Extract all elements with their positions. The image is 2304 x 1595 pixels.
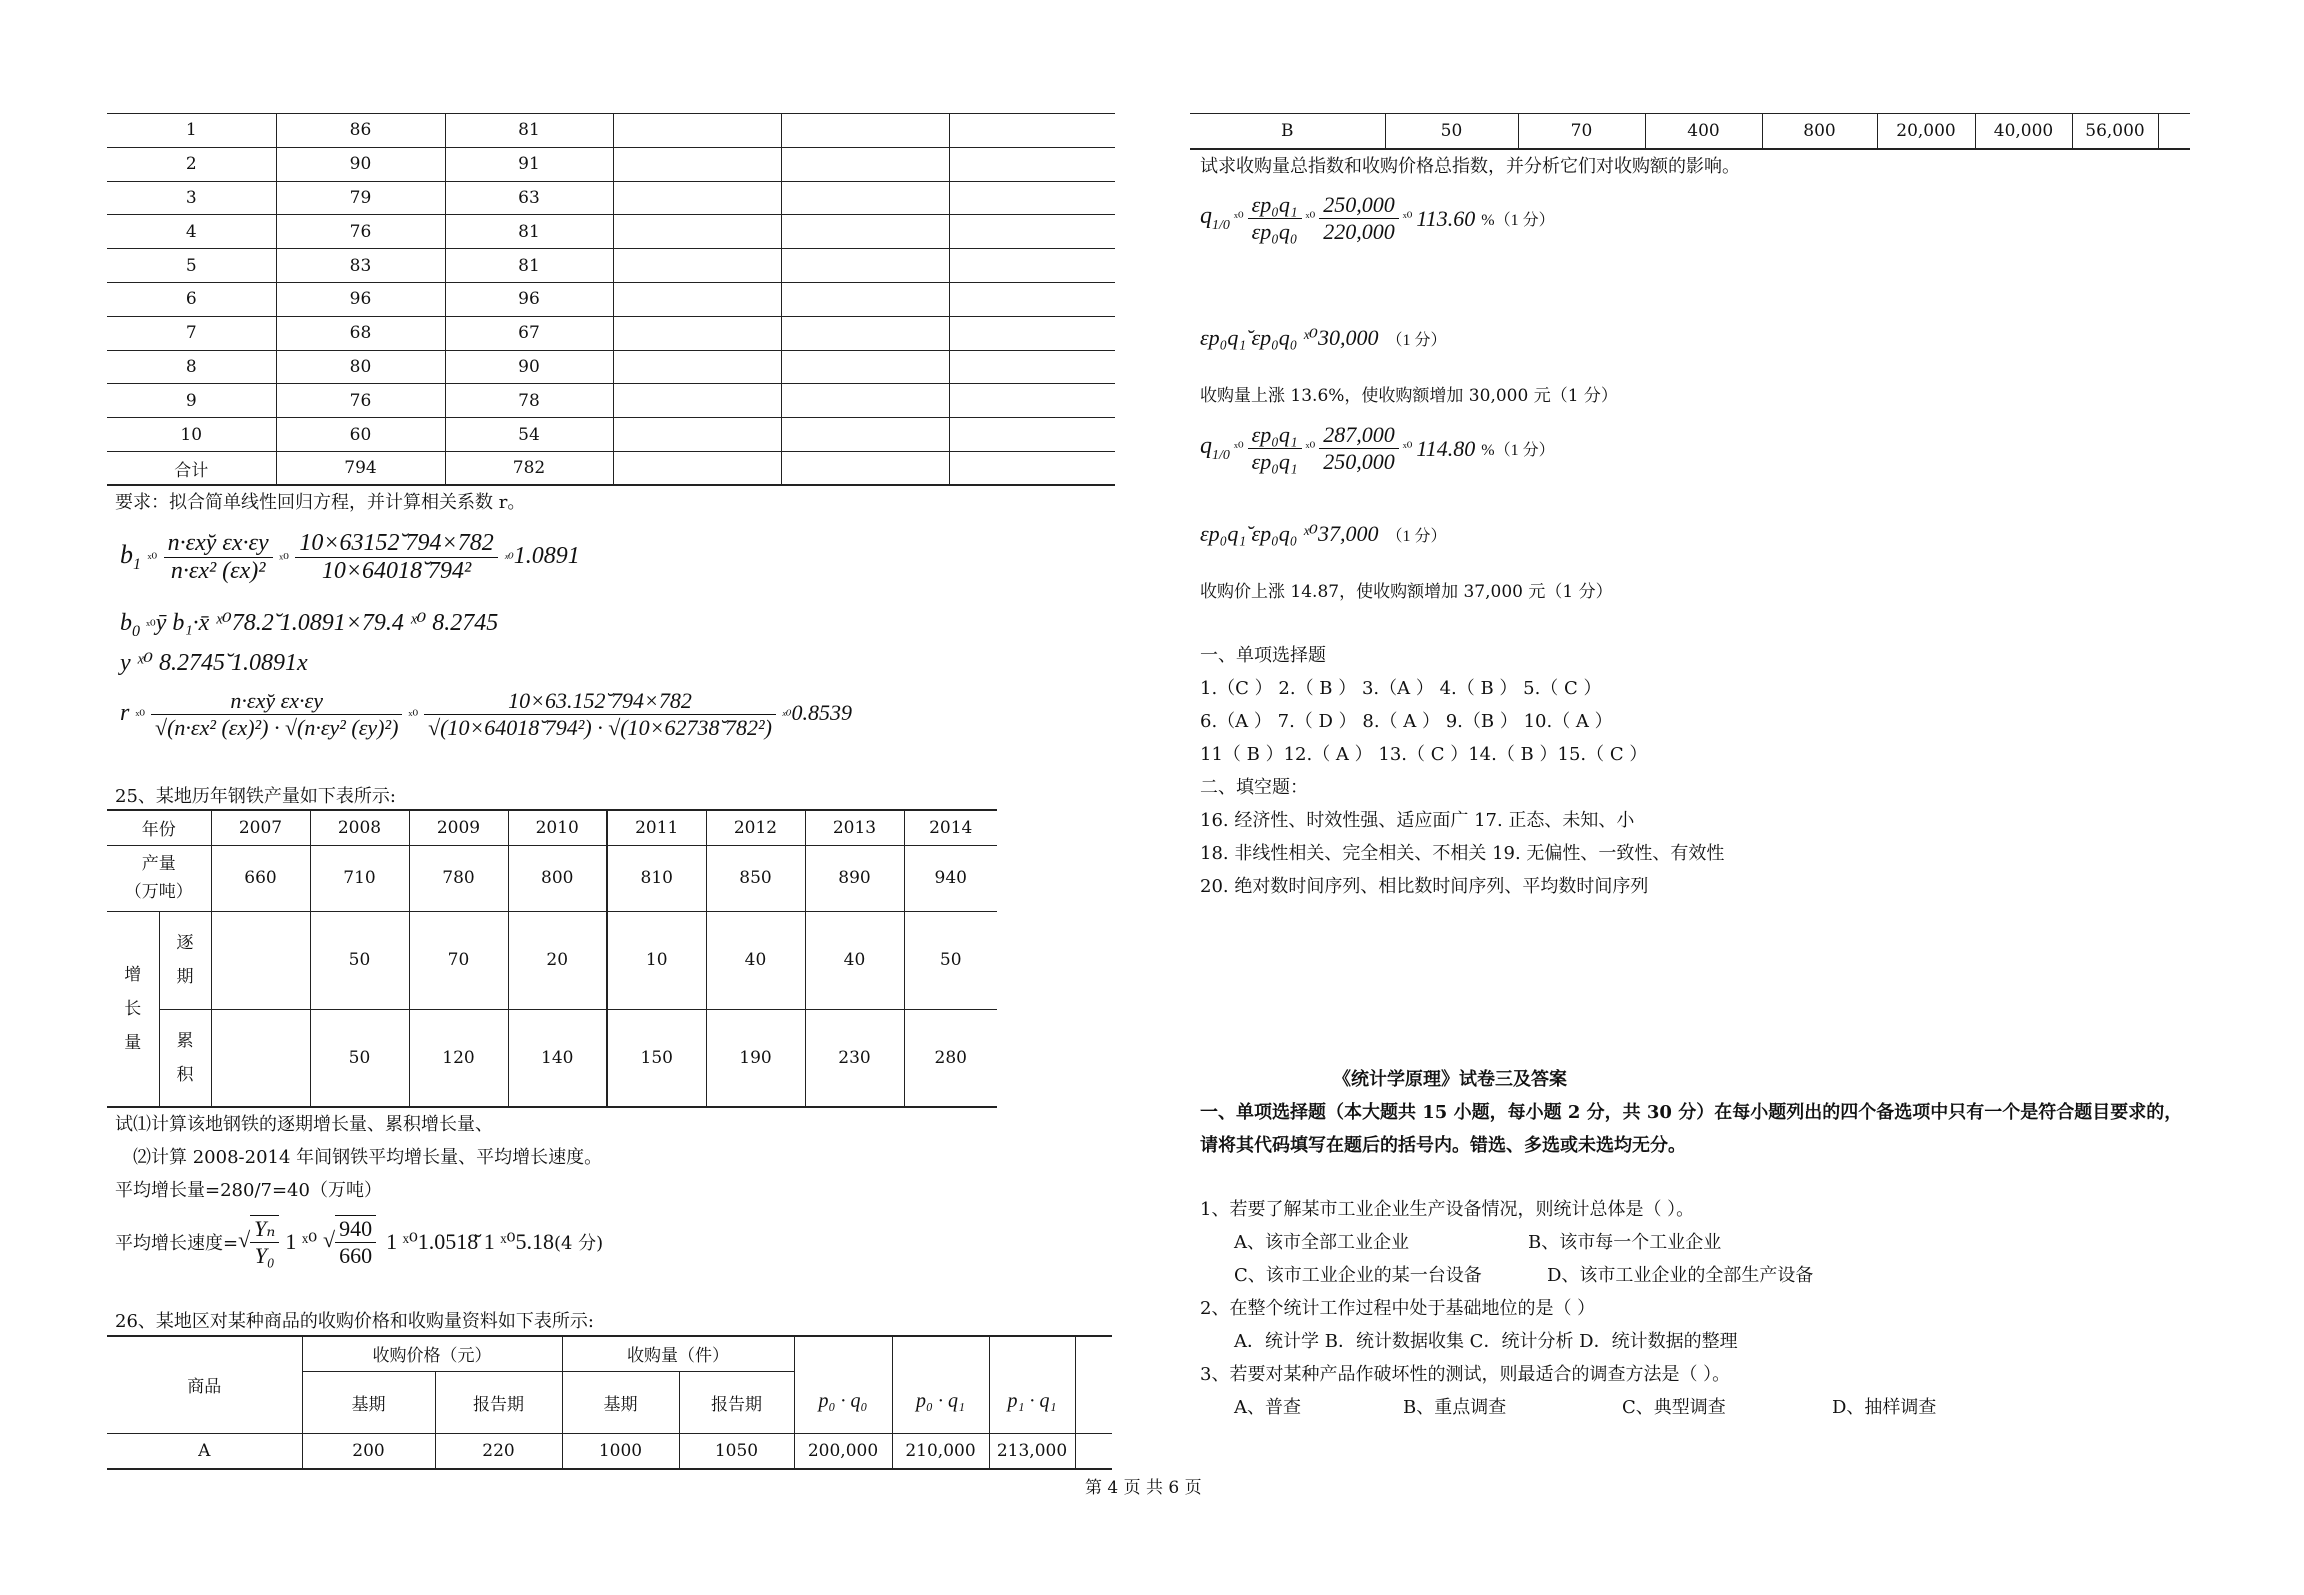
exam-title: 《统计学原理》试卷三及答案 [1333,1069,1567,1090]
table-cell [949,418,1115,452]
table-cell: 5 [107,249,276,283]
table-cell [949,215,1115,249]
purchase-table: 商品 收购价格（元） 收购量（件） 基期 报告期 基期 报告期 p₀ · q₀ p₀ · q₁ p₁ · q₁ A 200 220 1000 1050 200,000 210,000 213,000 [107,1335,1112,1470]
question-2: 2、在整个统计工作过程中处于基础地位的是（ ） [1200,1298,1596,1319]
table-cell [781,215,949,249]
quantity-effect-formula: εp₀q₁̆ εp₀q₀ ˣ⁰30,000 （1 分） [1200,325,1447,350]
table-cell: 8 [107,350,276,384]
table-row [107,181,1115,215]
table-cell [613,384,781,418]
q1-option-a: A、该市全部工业企业 [1234,1232,1409,1253]
answer-section-1: 一、单项选择题 [1200,645,1326,666]
question-25: 25、某地历年钢铁产量如下表所示: [115,786,396,807]
table-cell [781,316,949,350]
question-26: 26、某地区对某种商品的收购价格和收购量资料如下表所示: [115,1311,594,1332]
table-cell [781,114,949,148]
table-cell [949,249,1115,283]
q3-option-d: D、抽样调查 [1832,1397,1937,1418]
table-cell: 794 [276,451,445,485]
table-cell: 96 [445,282,613,316]
year-header: 年份 [107,810,211,845]
table-cell [781,147,949,181]
table-cell: 76 [276,215,445,249]
table-cell: 4 [107,215,276,249]
q3-option-c: C、典型调查 [1622,1397,1726,1418]
table-cell: 83 [276,249,445,283]
price-index-formula: $q_{1/0}$ ˣ⁰ $\frac{\text{εp₀q₁}}{\text{εp₀q₁}}$ ˣ⁰ $\frac{287,000}{250,000}$ ˣ⁰ 114.80 %（1 分） [1200,422,1555,474]
price-effect-formula: εp₀q₁̆ εp₀q₀ ˣ⁰37,000 （1 分） [1200,521,1447,546]
quantity-conclusion: 收购量上涨 13.6%，使收购额增加 30,000 元（1 分） [1200,386,1618,406]
table-cell: 81 [445,249,613,283]
table-cell: 6 [107,282,276,316]
table-row [107,215,1115,249]
q3-option-b: B、重点调查 [1403,1397,1507,1418]
table-cell [949,350,1115,384]
table-cell [781,418,949,452]
table-cell: 67 [445,316,613,350]
table-cell: 9 [107,384,276,418]
table-cell [949,147,1115,181]
fill-answer-16: 16. 经济性、时效性强、适应面广 17. 正态、未知、小 [1200,810,1635,831]
price-conclusion: 收购价上涨 14.87，使收购额增加 37,000 元（1 分） [1200,582,1613,602]
table-cell: 90 [276,147,445,181]
table-cell: 90 [445,350,613,384]
table-row [107,384,1115,418]
q1-option-b: B、该市每一个工业企业 [1528,1232,1722,1253]
answer-25-line1: 试⑴计算该地钢铁的逐期增长量、累积增长量、 [115,1114,493,1135]
table-cell [613,282,781,316]
table-cell [949,114,1115,148]
quantity-index-formula: $q_{1/0}$ ˣ⁰ $\frac{\text{εp₀q₁}}{\text{εp₀q₀}}$ ˣ⁰ $\frac{250,000}{220,000}$ ˣ⁰ 113.60 %（1 分） [1200,192,1555,244]
table-cell [949,316,1115,350]
table-cell: 54 [445,418,613,452]
table-row [107,418,1115,452]
fill-answer-20: 20. 绝对数时间序列、相比数时间序列、平均数时间序列 [1200,876,1649,897]
table-row [107,316,1115,350]
table-cell [949,384,1115,418]
q1-option-c: C、该市工业企业的某一台设备 [1234,1265,1482,1286]
formula-b0: $b_0$ ˣ⁰ȳ b₁·x̄ ˣ⁰78.2̆ 1.0891×79.4 ˣ⁰ 8.2745 [120,610,499,640]
steel-production-table: 年份 2007 2008 2009 2010 2011 2012 2013 2014 产量 （万吨） 660 710 780 800 810 850 890 940 增 长 量 逐 期 50 70 20 10 40 40 50 累 积 50 120 140 150 190 230 280 [107,809,997,1108]
table-cell [613,316,781,350]
table-cell: 91 [445,147,613,181]
table-cell: 1 [107,114,276,148]
table-cell: 合计 [107,451,276,485]
table-cell [613,215,781,249]
q3-option-a: A、普查 [1234,1397,1301,1418]
table-cell [613,114,781,148]
table-row [107,249,1115,283]
table-cell: 3 [107,181,276,215]
question-1: 1、若要了解某市工业企业生产设备情况，则统计总体是（ ）。 [1200,1199,1695,1220]
table-cell: 79 [276,181,445,215]
table-cell [613,249,781,283]
regression-data-table [107,113,1115,486]
table-row [107,147,1115,181]
q1-option-d: D、该市工业企业的全部生产设备 [1547,1265,1814,1286]
table-cell: 2 [107,147,276,181]
table-row [107,114,1115,148]
table-cell: 63 [445,181,613,215]
table-cell [781,249,949,283]
table-cell [781,282,949,316]
table-cell: 60 [276,418,445,452]
answer-section-2: 二、填空题： [1200,777,1308,798]
answer-row-1: 1.（C ） 2.（ B ） 3.（A ） 4.（ B ） 5.（ C ） [1200,678,1602,699]
answer-25-line2: ⑵计算 2008-2014 年间钢铁平均增长量、平均增长速度。 [133,1147,603,1168]
table-cell [781,350,949,384]
answer-25-speed: 平均增长速度= √ $\frac{\text{Yₙ}}{\text{Y₀}}$ 1 ˣ⁰ √ $\frac{940}{660}$ 1 ˣ⁰1.0518̆ 1 ˣ⁰5.18 (4 分) [115,1216,604,1268]
table-cell [613,181,781,215]
table-cell [781,451,949,485]
question-3: 3、若要对某种产品作破坏性的测试，则最适合的调查方法是（ ）。 [1200,1364,1731,1385]
table-row [107,451,1115,485]
exam-instructions-2: 请将其代码填写在题后的括号内。错选、多选或未选均无分。 [1200,1135,1686,1156]
formula-b1: $b_1$ ˣ⁰ $\frac{\text{n·εxy̆ εx·εy}}{\text{n·εx² (εx)²}}$ ˣ⁰ $\frac{10\times 63152̆ 794\times 782}{\text{10×64018̆ 794²}}$ ˣ⁰1.0891 [120,530,580,584]
table-cell [949,181,1115,215]
table-cell: 76 [276,384,445,418]
exam-instructions-1: 一、单项选择题（本大题共 15 小题，每小题 2 分，共 30 分）在每小题列出的四个备选项中只有一个是符合题目要求的， [1200,1102,2183,1123]
formula-r: r ˣ⁰ $\frac{\text{n·εxy̆ εx·εy}}{\text{√(n·εx² (εx)²) · √(n·εy² (εy)²)}}$ ˣ⁰ $\frac{10\times 63.152̆ 794\times 782}{\text{√(10×64018̆ 794²) · √(10×62738̆ 782²)}}$ ˣ⁰0.8539 [120,688,852,740]
table-cell: 68 [276,316,445,350]
table-cell [949,451,1115,485]
fill-answer-18: 18. 非线性相关、完全相关、不相关 19. 无偏性、一致性、有效性 [1200,843,1725,864]
question-26-request: 试求收购量总指数和收购价格总指数，并分析它们对收购额的影响。 [1200,156,1740,177]
table-cell [613,147,781,181]
q2-options: A．统计学 B．统计数据收集 C．统计分析 D．统计数据的整理 [1234,1331,1738,1352]
purchase-table-continued: B 50 70 400 800 20,000 40,000 56,000 [1190,113,2190,150]
table-cell [613,418,781,452]
answer-25-line3: 平均增长量=280/7=40（万吨） [115,1180,382,1201]
table-row [107,282,1115,316]
table-cell [613,350,781,384]
table-cell [781,181,949,215]
page-footer: 第 4 页 共 6 页 [1085,1478,1202,1498]
formula-regression-line: y ˣ⁰ 8.2745̆ 1.0891x [120,650,308,676]
table-cell: 78 [445,384,613,418]
table-cell: 7 [107,316,276,350]
table-row [107,350,1115,384]
answer-row-3: 11（ B ）12.（ A ） 13.（ C ）14.（ B ）15.（ C ） [1200,744,1648,765]
requirement-text: 要求：拟合简单线性回归方程，并计算相关系数 r。 [115,492,526,513]
table-cell [949,282,1115,316]
table-cell [613,451,781,485]
table-cell: 86 [276,114,445,148]
answer-row-2: 6.（A ） 7.（ D ） 8.（ A ） 9.（B ） 10.（ A ） [1200,711,1613,732]
table-cell: 782 [445,451,613,485]
table-cell [781,384,949,418]
table-cell: 80 [276,350,445,384]
table-cell: 81 [445,215,613,249]
table-cell: 81 [445,114,613,148]
table-cell: 10 [107,418,276,452]
table-cell: 96 [276,282,445,316]
